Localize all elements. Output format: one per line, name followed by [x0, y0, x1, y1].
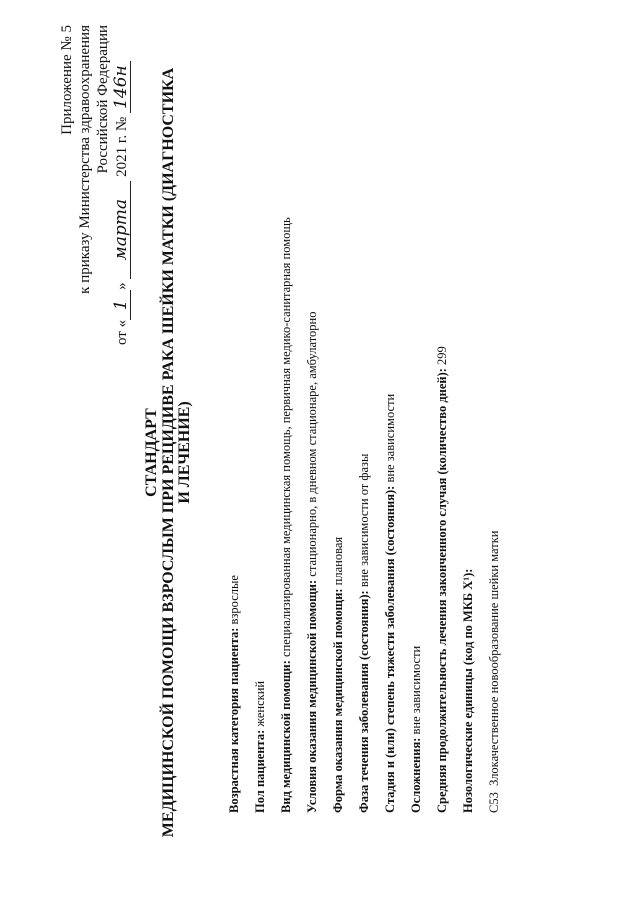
date-day: 1	[112, 290, 131, 320]
field-care-type	[279, 217, 294, 813]
field-label: Средняя продолжительность лечения законченного случая (количество дней):	[435, 368, 449, 813]
order-number: 146н	[112, 61, 131, 113]
field-complications	[409, 646, 424, 813]
field-value: взрослые	[227, 575, 241, 625]
field-label: Вид медицинской помощи:	[279, 660, 293, 813]
field-age	[227, 575, 242, 813]
field-icd-code	[487, 531, 502, 814]
field-label: Условия оказания медицинской помощи:	[305, 579, 319, 813]
field-label: Возрастная категория пациента:	[227, 627, 241, 813]
annex-line-2: к приказу Министерства здравоохранения	[77, 25, 93, 294]
field-value: 299	[435, 346, 449, 365]
field-value: женский	[253, 680, 267, 727]
annex-line-1: Приложение № 5	[59, 25, 75, 135]
field-conditions	[305, 312, 320, 813]
title-line-2: МЕДИЦИНСКОЙ ПОМОЩИ ВЗРОСЛЫМ ПРИ РЕЦИДИВЕ РАКА ШЕЙКИ МАТКИ (ДИАГНОСТИКА	[160, 67, 177, 838]
field-value: вне зависимости	[383, 393, 397, 483]
field-label: Осложнения:	[409, 737, 423, 813]
icd-description: Злокачественное новообразование шейки матки	[487, 530, 501, 786]
annex-date-line	[112, 25, 131, 345]
icd-code: C53	[487, 792, 501, 813]
date-mid: »	[114, 282, 130, 290]
field-label: Нозологические единицы (код по МКБ X¹):	[461, 568, 475, 813]
title-line-3: И ЛЕЧЕНИЕ)	[176, 401, 193, 504]
field-nosology	[461, 569, 476, 813]
field-value: плановая	[331, 536, 345, 586]
field-form	[331, 537, 346, 813]
field-label: Пол пациента:	[253, 729, 267, 813]
title-standard: СТАНДАРТ	[143, 408, 160, 497]
field-value: специализированная медицинская помощь, первичная медико-санитарная помощь	[279, 217, 293, 657]
field-stage	[383, 394, 398, 813]
field-label: Фаза течения заболевания (состояния):	[357, 590, 371, 813]
date-month: марта	[112, 181, 131, 279]
field-sex	[253, 681, 268, 813]
annex-line-3: Российской Федерации	[95, 25, 111, 174]
field-phase	[357, 454, 372, 813]
field-duration	[435, 346, 450, 813]
date-year: 2021 г. №	[114, 116, 130, 177]
annex-block	[58, 25, 131, 385]
field-value: вне зависимости	[409, 645, 423, 735]
date-prefix: от «	[114, 319, 130, 345]
field-label: Стадия и (или) степень тяжести заболевания (состояния):	[383, 485, 397, 813]
field-label: Форма оказания медицинской помощи:	[331, 588, 345, 813]
field-value: вне зависимости от фазы	[357, 453, 371, 588]
field-value: стационарно, в дневном стационаре, амбулаторно	[305, 311, 319, 577]
